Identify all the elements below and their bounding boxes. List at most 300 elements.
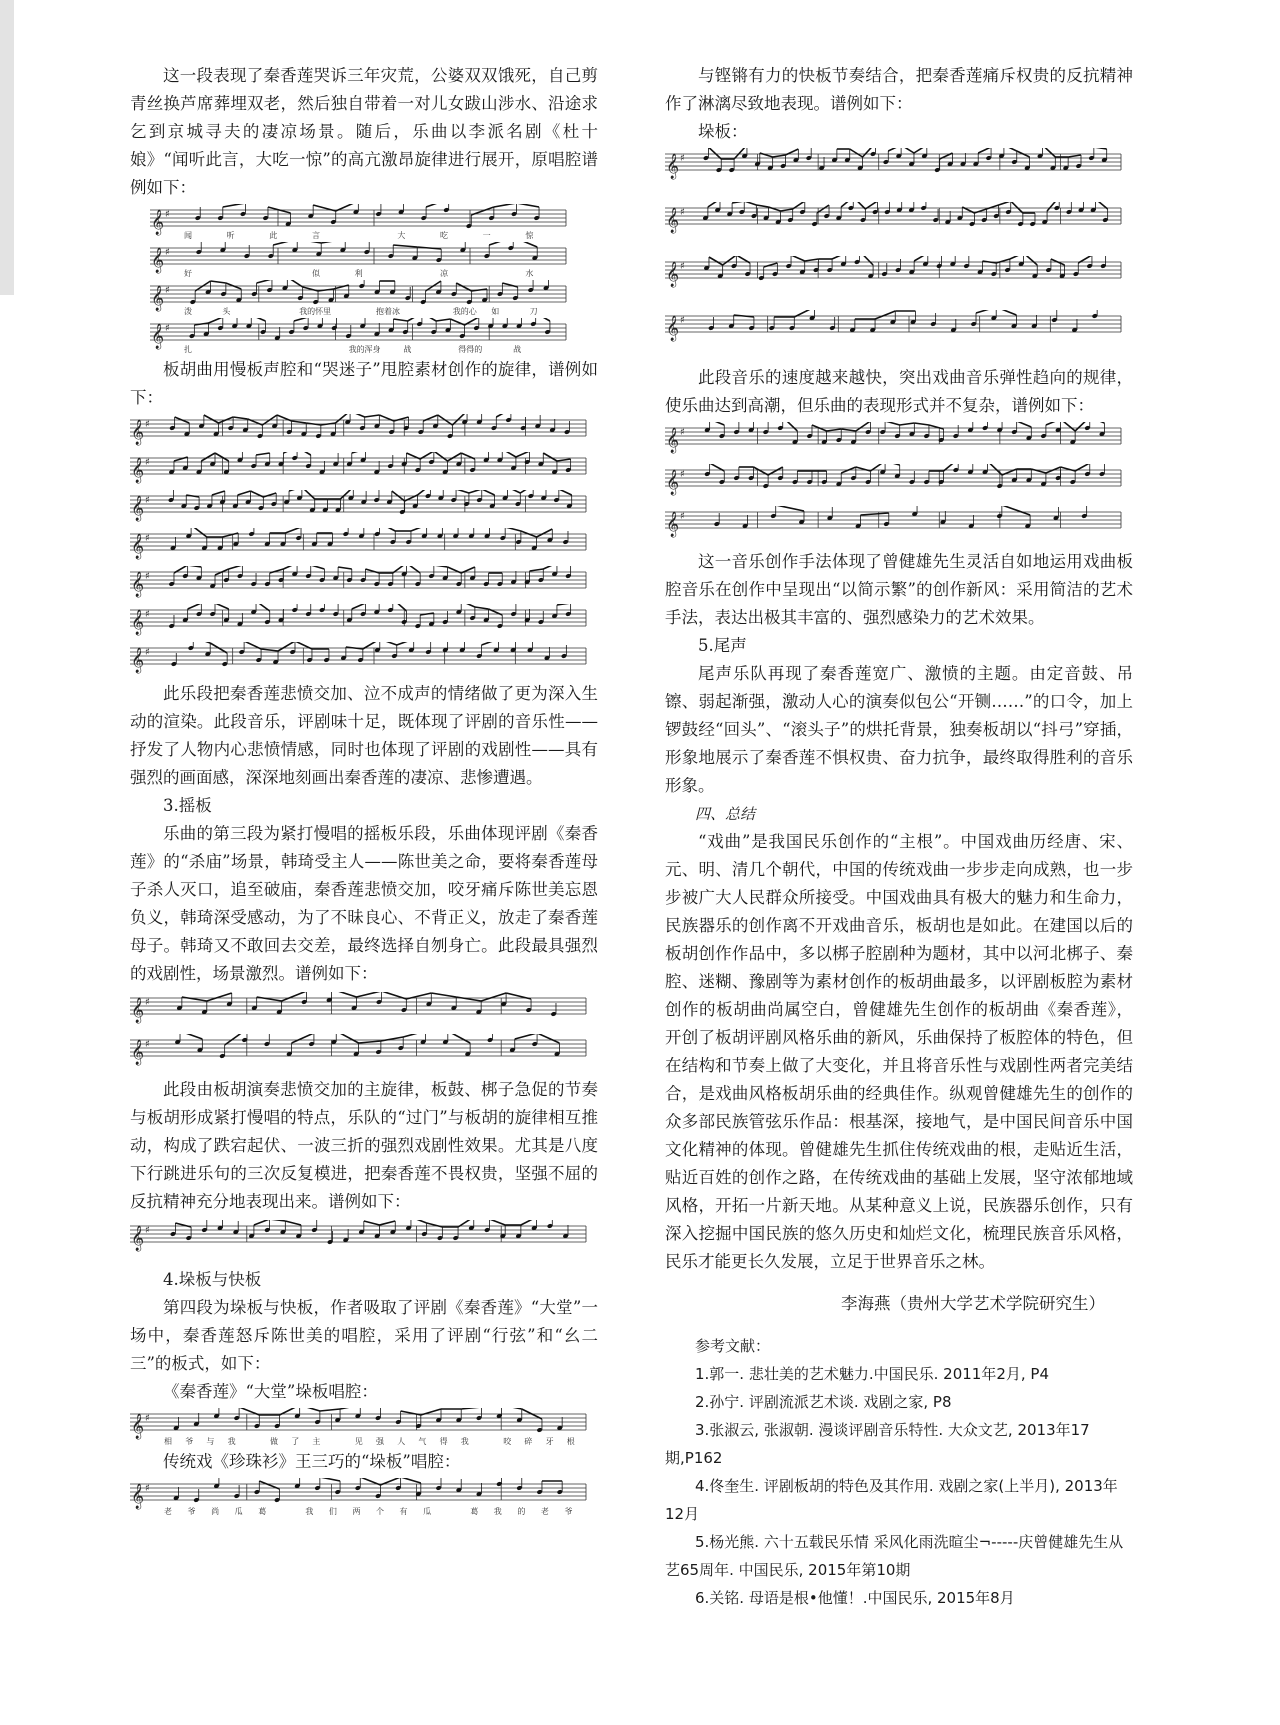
section-heading: 四、总结 <box>695 805 756 823</box>
note-beam <box>999 202 1011 205</box>
note-beam <box>427 1223 443 1227</box>
treble-clef-icon: 𝄞 <box>131 496 145 521</box>
note-beam <box>193 642 210 643</box>
treble-clef-icon: 𝄞 <box>151 210 165 235</box>
note-beam <box>300 1408 320 1411</box>
lyric-syllable: 瓜 <box>423 1507 432 1516</box>
note-beam <box>1046 422 1061 425</box>
sharp-icon: ♯ <box>680 469 685 480</box>
note-beam <box>461 604 475 607</box>
sharp-icon: ♯ <box>145 419 150 430</box>
lyric-syllable: 见 <box>354 1437 363 1446</box>
note-beam <box>489 1220 505 1225</box>
music-staff <box>130 992 590 1032</box>
lyric-syllable: 主 <box>312 1437 321 1446</box>
sharp-icon: ♯ <box>145 1483 150 1494</box>
treble-clef-icon: 𝄞 <box>131 998 145 1023</box>
note-beam <box>768 207 780 211</box>
note-beam <box>708 202 720 207</box>
reference-item: 2.孙宁. 评剧流派艺术谈. 戏剧之家, P8 <box>695 1393 952 1411</box>
lyric-syllable: 扎 <box>184 345 192 354</box>
music-example-1 <box>130 204 598 354</box>
note-beam <box>536 318 550 321</box>
note-beam <box>209 318 223 323</box>
note-beam <box>359 1041 381 1043</box>
note-beam <box>393 319 407 321</box>
music-staff <box>665 148 1125 200</box>
note-beam <box>914 148 927 153</box>
lyric-syllable: 我 <box>305 1507 314 1516</box>
paragraph: 传统戏《珍珠衫》王三巧的“垛板”唱腔： <box>163 1452 461 1471</box>
treble-clef-icon: 𝄞 <box>666 208 680 233</box>
note-beam <box>723 256 737 265</box>
note-beam <box>338 567 352 569</box>
sharp-icon: ♯ <box>145 1039 150 1050</box>
note-beam <box>1004 148 1017 151</box>
note-beam <box>381 1037 403 1041</box>
lyric-syllable: 我 <box>460 1437 469 1446</box>
note-beam <box>251 318 265 321</box>
music-staff <box>665 256 1125 308</box>
note-beam <box>211 281 226 283</box>
paragraph: 与铿锵有力的快板节奏结合，把秦香莲痛斥权贵的反抗精神作了淋漓尽致地表现。谱例如下： <box>665 66 1133 113</box>
music-example-8 <box>665 422 1133 546</box>
note-beam <box>469 490 482 493</box>
lyric-syllable: 有 <box>399 1507 408 1516</box>
treble-clef-icon: 𝄞 <box>151 248 165 273</box>
note-beam <box>346 647 363 649</box>
note-beam <box>805 259 819 261</box>
note-beam <box>256 453 270 455</box>
lyric-syllable: 咬 <box>503 1437 512 1446</box>
note-beam <box>515 1034 537 1039</box>
note-beam <box>709 257 723 265</box>
sharp-icon: ♯ <box>145 457 150 468</box>
lyric-syllable: 一 <box>482 231 491 240</box>
note-beam <box>411 528 427 531</box>
note-beam <box>756 205 768 207</box>
note-beam <box>520 490 533 493</box>
treble-clef-icon: 𝄞 <box>151 324 165 349</box>
music-staff <box>665 506 1125 546</box>
reference-item: 1.郭一. 悲壮美的艺术魅力.中国民乐. 2011年2月, P4 <box>695 1365 1049 1383</box>
note-beam <box>285 1221 301 1225</box>
music-example-4 <box>130 1220 598 1264</box>
note-beam <box>732 202 744 203</box>
lyric-syllable: 尚 <box>211 1507 220 1516</box>
sharp-icon: ♯ <box>680 315 685 326</box>
sharp-icon: ♯ <box>145 571 150 582</box>
treble-clef-icon: 𝄞 <box>666 316 680 341</box>
note-beam <box>507 490 520 493</box>
music-staff <box>130 1478 590 1516</box>
treble-clef-icon: 𝄞 <box>131 1484 145 1509</box>
sharp-icon: ♯ <box>165 209 170 220</box>
note-beam <box>273 242 297 245</box>
treble-clef-icon: 𝄞 <box>131 534 145 559</box>
treble-clef-icon: 𝄞 <box>131 458 145 483</box>
note-beam <box>188 604 202 609</box>
note-beam <box>401 1478 421 1483</box>
note-beam <box>320 1478 340 1481</box>
paragraph: 此段音乐的速度越来越快，突出戏曲音乐弹性趋向的规律，使乐曲达到高潮，但乐曲的表现形式并不复杂，谱例如下： <box>665 368 1133 415</box>
note-beam <box>411 1220 427 1223</box>
note-beam <box>537 529 553 537</box>
lyric-syllable: 的 <box>517 1507 526 1516</box>
treble-clef-icon: 𝄞 <box>666 154 680 179</box>
note-beam <box>289 490 302 491</box>
sharp-icon: ♯ <box>680 261 685 272</box>
treble-clef-icon: 𝄞 <box>666 262 680 287</box>
note-beam <box>987 205 999 209</box>
note-beam <box>191 528 207 537</box>
paragraph: 此乐段把秦香莲悲愤交加、泣不成声的情绪做了更为深入生动的渲染。此段音乐，评剧味十足，既体现了评剧的音乐性——抒发了人物内心悲愤情感，同时也体现了评剧的戏剧性——具有强烈的画面感，深深地刻画出秦香莲的凄凉、悲惨遭遇。 <box>130 684 598 787</box>
note-beam <box>1017 422 1032 427</box>
note-beam <box>475 607 489 609</box>
paragraph: 板胡曲用慢板声腔和“哭迷子”甩腔素材创作的旋律，谱例如下： <box>130 360 598 407</box>
note-beam <box>321 242 345 243</box>
note-beam <box>321 423 336 425</box>
note-beam <box>773 155 786 157</box>
note-beam <box>294 318 308 321</box>
music-staff <box>665 310 1125 362</box>
note-beam <box>285 528 301 533</box>
note-beam <box>496 414 511 417</box>
note-beam <box>1011 202 1023 213</box>
note-beam <box>791 256 805 261</box>
music-staff <box>130 1408 590 1446</box>
note-beam <box>270 1220 286 1221</box>
lyric-syllable: 战 <box>403 345 412 354</box>
lyric-syllable: 头 <box>222 307 231 316</box>
note-beam <box>708 148 721 159</box>
note-beam <box>929 425 944 429</box>
note-beam <box>263 493 276 497</box>
subheading: 4.垛板与快板 <box>163 1270 262 1289</box>
lyric-syllable: 抱着冰 <box>376 307 400 316</box>
note-beam <box>530 569 544 571</box>
left-column <box>130 62 598 1518</box>
note-beam <box>996 310 1016 315</box>
note-beam <box>297 242 321 243</box>
lyric-syllable: 人 <box>397 1437 406 1446</box>
lyric-syllable: 此 <box>269 231 278 240</box>
note-beam <box>502 452 516 457</box>
treble-clef-icon: 𝄞 <box>131 420 145 445</box>
note-beam <box>1094 148 1107 149</box>
treble-clef-icon: 𝄞 <box>131 1226 145 1251</box>
note-beam <box>278 642 295 651</box>
note-beam <box>1031 469 1046 473</box>
music-example-5 <box>130 1408 598 1446</box>
music-staff <box>130 528 590 564</box>
note-beam <box>1061 422 1076 431</box>
paragraph: 这一音乐创作手法体现了曾健雄先生灵活自如地运用戏曲板腔音乐在创作中呈现出“以简示繁”的创作新风：采用简洁的艺术手法，表达出极其丰富的、强烈感染力的艺术效果。 <box>665 552 1133 627</box>
lyric-syllable: 碎 <box>524 1437 533 1446</box>
paragraph: 此段由板胡演奏悲愤交加的主旋律，板鼓、梆子急促的节奏与板胡形成紧打慢唱的特点，乐队的“过门”与板胡的旋律相互推动，构成了跌宕起伏、一波三折的强烈戏剧性效果。尤其是八度下行跳进乐句的三次反复模进，把秦香莲不畏权贵，坚强不屈的反抗精神充分地表现出来。谱例如下： <box>130 1080 598 1211</box>
note-beam <box>557 459 571 461</box>
note-beam <box>311 566 325 569</box>
note-beam <box>426 204 449 207</box>
note-beam <box>223 533 239 537</box>
note-beam <box>201 453 215 461</box>
subheading: 3.摇板 <box>163 796 212 815</box>
note-beam <box>1002 506 1030 515</box>
lyric-syllable: 了 <box>291 1437 300 1446</box>
lyric-syllable: 瓜 <box>234 1507 243 1516</box>
note-beam <box>417 247 441 249</box>
music-staff <box>130 1034 590 1074</box>
sharp-icon: ♯ <box>145 1225 150 1236</box>
lyric-syllable: 泼 <box>184 307 192 316</box>
treble-clef-icon: 𝄞 <box>131 610 145 635</box>
note-beam <box>1024 256 1038 265</box>
note-beam <box>306 423 321 425</box>
right-column <box>665 62 1133 1612</box>
note-beam <box>350 414 365 417</box>
references-title: 参考文献： <box>695 1337 771 1355</box>
paragraph: 第四段为垛板与快板，作者吸取了评剧《秦香莲》“大堂”一场中，秦香莲怒斥陈世美的唱腔，采用了评剧“行弦”和“幺二三”的板式，如下： <box>130 1298 598 1373</box>
note-beam <box>900 423 915 425</box>
lyric-syllable: 闻 <box>184 231 192 240</box>
treble-clef-icon: 𝄞 <box>666 512 680 537</box>
note-beam <box>744 202 756 205</box>
note-beam <box>320 1409 340 1411</box>
note-beam <box>212 491 225 495</box>
note-beam <box>856 467 871 471</box>
sharp-icon: ♯ <box>145 609 150 620</box>
note-beam <box>436 319 450 321</box>
note-beam <box>380 528 396 531</box>
note-beam <box>434 566 448 567</box>
note-beam <box>174 457 188 461</box>
note-beam <box>513 242 537 247</box>
note-beam <box>186 495 199 497</box>
note-beam <box>832 256 846 259</box>
note-beam <box>238 491 251 495</box>
note-beam <box>188 566 202 567</box>
treble-clef-icon: 𝄞 <box>666 470 680 495</box>
note-beam <box>885 464 900 465</box>
note-beam <box>397 642 414 645</box>
lyric-syllable: 老 <box>540 1507 549 1516</box>
note-beam <box>516 204 539 207</box>
sharp-icon: ♯ <box>680 427 685 438</box>
note-beam <box>365 415 380 417</box>
note-beam <box>861 513 889 515</box>
note-beam <box>1010 256 1024 259</box>
lyric-syllable: 大 <box>397 231 406 240</box>
note-beam <box>420 613 434 615</box>
note-beam <box>223 204 246 207</box>
note-beam <box>261 649 278 651</box>
music-staff <box>130 566 590 602</box>
note-beam <box>180 1034 202 1039</box>
music-staff <box>665 202 1125 254</box>
note-beam <box>434 452 448 461</box>
note-beam <box>1042 148 1055 157</box>
note-beam <box>901 148 914 153</box>
note-beam <box>257 280 272 283</box>
treble-clef-icon: 𝄞 <box>131 572 145 597</box>
note-beam <box>783 422 798 431</box>
music-staff <box>150 318 570 354</box>
lyric-syllable: 气 <box>418 1437 427 1446</box>
paragraph: 乐曲的第三段为紧打慢唱的摇板乐段，乐曲体现评剧《秦香莲》的“杀庙”场景，韩琦受主人——陈世美之命，要将秦香莲母子杀人灭口，追至破庙，秦香莲悲愤交加，咬牙痛斥陈世美忘恩负义，韩琦深受感动，为了不昧良心、不背正义，放走了秦香莲母子。韩琦又不敢回去交差，最终选择自刎身亡。此段最具强烈的戏剧性，场景激烈。谱例如下： <box>130 824 598 983</box>
treble-clef-icon: 𝄞 <box>131 1040 145 1065</box>
note-beam <box>297 452 311 455</box>
sharp-icon: ♯ <box>680 153 685 164</box>
note-beam <box>292 1034 314 1043</box>
note-beam <box>543 566 557 569</box>
note-beam <box>318 289 333 291</box>
music-example-7 <box>665 148 1133 362</box>
note-beam <box>859 256 873 265</box>
note-beam <box>537 1034 559 1043</box>
lyric-syllable: 水 <box>525 269 534 278</box>
note-beam <box>303 287 318 291</box>
note-beam <box>505 528 521 531</box>
note-beam <box>1061 467 1076 471</box>
paragraph: 尾声乐队再现了秦香莲宽广、激愤的主题。由定音鼓、吊镲、弱起渐强，激动人心的演奏似包公“开铡……”的口令，加上锣鼓经“回头”、“滚头子”的烘托背景，独奏板胡以“抖弓”穿插，形象地展示了秦香莲不惧权贵、奋力抗争，最终取得胜利的音乐形象。 <box>665 664 1133 795</box>
note-beam <box>827 429 842 431</box>
note-beam <box>481 993 506 1001</box>
note-beam <box>182 997 207 1001</box>
note-beam <box>292 421 307 423</box>
note-beam <box>207 993 232 1001</box>
sharp-icon: ♯ <box>145 647 150 658</box>
lyric-syllable: 我 <box>227 1437 236 1446</box>
note-beam <box>393 245 417 247</box>
note-beam <box>764 263 778 267</box>
music-staff <box>150 204 570 240</box>
note-beam <box>1068 155 1081 157</box>
reference-item: 6.关铭. 母语是根•他懂！.中国民乐, 2015年8月 <box>695 1589 1015 1607</box>
lyric-syllable: 我的浑身 <box>348 345 381 354</box>
music-staff <box>130 1220 590 1264</box>
lyric-syllable: 们 <box>328 1507 337 1516</box>
example-label: 垛板： <box>698 122 748 141</box>
sharp-icon: ♯ <box>145 1413 150 1424</box>
music-staff <box>130 414 590 450</box>
sharp-icon: ♯ <box>145 533 150 544</box>
note-beam <box>270 569 284 573</box>
note-beam <box>494 204 517 207</box>
music-staff <box>130 604 590 640</box>
note-beam <box>1090 422 1105 423</box>
lyric-syllable: 两 <box>352 1507 361 1516</box>
note-beam <box>194 323 208 325</box>
lyric-syllable: 得得的 <box>458 345 483 354</box>
paragraph: 这一段表现了秦香莲哭诉三年灾荒，公婆双双饿死，自己剪青丝换芦席葬埋双老，然后独自带着一对儿女跋山涉水、沿途求乞到京城寻夫的凄凉场景。随后，乐曲以李派名剧《杜十娘》“闻听此言，大吃一惊”的高亢激昂旋律进行展开，原唱腔谱例如下： <box>130 66 598 197</box>
note-beam <box>380 1221 396 1225</box>
note-beam <box>885 422 900 425</box>
note-beam <box>489 242 513 245</box>
lyric-syllable: 如 <box>491 307 500 316</box>
note-beam <box>456 490 469 493</box>
note-beam <box>914 423 929 425</box>
music-staff <box>130 642 590 678</box>
lyric-syllable: 利 <box>354 269 363 278</box>
note-beam <box>710 422 725 425</box>
note-beam <box>403 1034 425 1037</box>
note-beam <box>521 1220 537 1225</box>
lyric-syllable: 得 <box>439 1437 448 1446</box>
paragraph: 《秦香莲》“大堂”垛板唱腔： <box>163 1382 378 1401</box>
music-staff <box>150 280 570 316</box>
note-beam <box>781 209 793 211</box>
lyric-syllable: 吃 <box>440 231 448 240</box>
note-beam <box>461 1408 481 1409</box>
treble-clef-icon: 𝄞 <box>131 1414 145 1439</box>
lyric-syllable: 做 <box>270 1437 278 1446</box>
note-beam <box>282 992 307 1001</box>
sharp-icon: ♯ <box>145 997 150 1008</box>
sharp-icon: ♯ <box>165 323 170 334</box>
note-beam <box>448 1034 470 1043</box>
sharp-icon: ♯ <box>165 247 170 258</box>
music-staff <box>130 490 590 526</box>
treble-clef-icon: 𝄞 <box>666 428 680 453</box>
note-beam <box>850 149 863 157</box>
note-beam <box>996 259 1010 263</box>
note-beam <box>365 569 379 573</box>
music-staff <box>665 422 1125 462</box>
note-beam <box>283 566 297 569</box>
treble-clef-icon: 𝄞 <box>131 648 145 673</box>
music-staff <box>130 452 590 488</box>
note-beam <box>502 283 517 287</box>
sharp-icon: ♯ <box>145 495 150 506</box>
note-beam <box>976 310 996 313</box>
music-example-3 <box>130 992 598 1074</box>
note-beam <box>978 148 991 153</box>
note-beam <box>856 422 871 431</box>
note-beam <box>776 506 804 511</box>
reference-item: 3.张淑云, 张淑朝. 漫谈评剧音乐特性. 大众文艺, 2013年17期,P162 <box>665 1421 1090 1467</box>
note-beam <box>448 453 462 461</box>
lyric-syllable: 葛 <box>258 1507 267 1516</box>
note-beam <box>987 464 1002 475</box>
note-beam <box>734 315 754 317</box>
note-beam <box>215 453 229 461</box>
lyric-syllable: 爷 <box>185 1437 194 1446</box>
note-beam <box>332 992 357 997</box>
note-beam <box>482 642 499 645</box>
paragraph: “戏曲”是我国民乐创作的“主根”。中国戏曲历经唐、宋、元、明、清几个朝代，中国的传统戏曲一步步走向成熟，也一步步被广大人民群众所接受。中国戏曲具有极大的魅力和生命力，民族器乐的创作离不开戏曲音乐，板胡也是如此。在建国以后的板胡创作作品中，多以梆子腔剧种为题材，其中以河北梆子、秦腔、迷糊、豫剧等为素材创作的板胡曲最多，以评剧板腔为素材创作的板胡曲尚属空白，曾健雄先生创作的板胡曲《秦香莲》，开创了板胡评剧风格乐曲的新风，乐曲保持了板腔体的特色，但在结构和节奏上做了大变化，并且将音乐性与戏剧性两者完美结合，是戏曲风格板胡乐曲的经典佳作。纵观曾健雄先生的创作的众多部民族管弦乐作品：根基深，接地气，是中国民间音乐中国文化精神的体现。曾健雄先生抓住传统戏曲的根，走贴近生活，贴近百姓的创作之路，在传统戏曲的基础上发展，坚守浓郁地域风格，开拓一片新天地。从某种意义上说，民族器乐创作，只有深入挖掘中国民族的悠久历史和灿烂文化，梳理民族音乐风格，民乐才能更长久发展，立足于世界音乐之林。 <box>665 832 1133 1271</box>
music-staff <box>150 242 570 278</box>
note-beam <box>233 417 248 419</box>
sharp-icon: ♯ <box>165 285 170 296</box>
note-beam <box>229 566 243 569</box>
reference-item: 5.杨光熊. 六十五载民乐情 采风化雨洗暄尘¬-----庆曾健雄先生从艺65周年. 中国民乐, 2015年第10期 <box>665 1533 1124 1579</box>
note-beam <box>408 318 422 321</box>
note-beam <box>340 1408 360 1409</box>
note-beam <box>559 490 572 495</box>
note-beam <box>364 1221 380 1225</box>
note-beam <box>422 318 436 321</box>
note-beam <box>283 452 297 453</box>
lyric-syllable: 惊 <box>525 231 534 240</box>
treble-clef-icon: 𝄞 <box>151 286 165 311</box>
note-beam <box>394 417 409 421</box>
music-example-2 <box>130 414 598 678</box>
lyric-syllable: 与 <box>206 1437 215 1446</box>
note-beam <box>557 604 571 605</box>
note-beam <box>215 604 229 609</box>
note-beam <box>401 1411 421 1415</box>
note-beam <box>380 642 397 645</box>
